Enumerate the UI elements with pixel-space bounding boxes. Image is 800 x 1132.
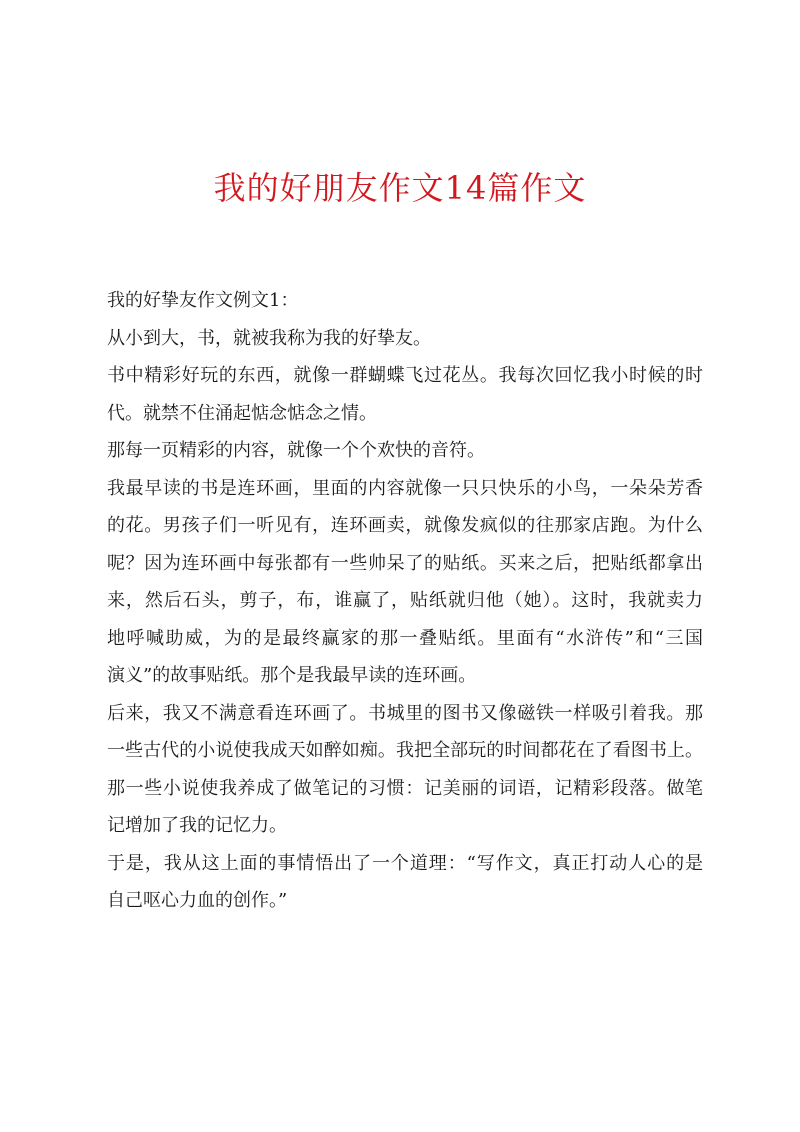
paragraph-7 [107, 845, 703, 920]
text-line: 那一些小说使我养成了做笔记的习惯：记美丽的词语，记精彩段落。做笔 [107, 777, 703, 799]
text-line: 记增加了我的记忆力。 [107, 815, 287, 836]
paragraph-2 [107, 320, 703, 358]
paragraph-6 [107, 695, 703, 845]
text-line: 一些古代的小说使我成天如醉如痴。我把全部玩的时间都花在了看图书上。 [107, 740, 703, 761]
text-line: 自己呕心力血的创作。” [107, 890, 288, 911]
text-line: 代。就禁不住涌起惦念惦念之情。 [107, 402, 377, 424]
text-line: 书中精彩好玩的东西，就像一群蝴蝶飞过花丛。我每次回忆我小时候的时 [107, 365, 703, 386]
text-line: 的花。男孩子们一听见有，连环画卖，就像发疯似的往那家店跑。为什么 [107, 515, 703, 536]
text-line: 来，然后石头，剪子，布，谁赢了，贴纸就归他（她）。这时，我就卖力 [107, 590, 703, 611]
text-line: 演义”的故事贴纸。那个是我最早读的连环画。 [107, 665, 477, 686]
text-line: 呢？因为连环画中每张都有一些帅呆了的贴纸。买来之后，把贴纸都拿出 [107, 552, 703, 574]
paragraph-1 [107, 282, 703, 320]
text-line: 后来，我又不满意看连环画了。书城里的图书又像磁铁一样吸引着我。那 [107, 702, 703, 724]
paragraph-5 [107, 470, 703, 695]
text-line: 我最早读的书是连环画，里面的内容就像一只只快乐的小鸟，一朵朵芳香 [107, 477, 703, 499]
text-line: 从小到大，书，就被我称为我的好挚友。 [107, 327, 431, 349]
document-title: 我的好朋友作文14篇作文 [213, 169, 587, 207]
text-line: 地呼喊助威，为的是最终赢家的那一叠贴纸。里面有“水浒传”和“三国 [107, 627, 703, 649]
text-line: 我的好挚友作文例文1： [107, 290, 299, 311]
paragraph-4 [107, 432, 703, 470]
text-line: 于是，我从这上面的事情悟出了一个道理：“写作文，真正打动人心的是 [107, 852, 703, 874]
document-body [107, 282, 703, 920]
paragraph-3 [107, 357, 703, 432]
text-line: 那每一页精彩的内容，就像一个个欢快的音符。 [107, 440, 485, 461]
